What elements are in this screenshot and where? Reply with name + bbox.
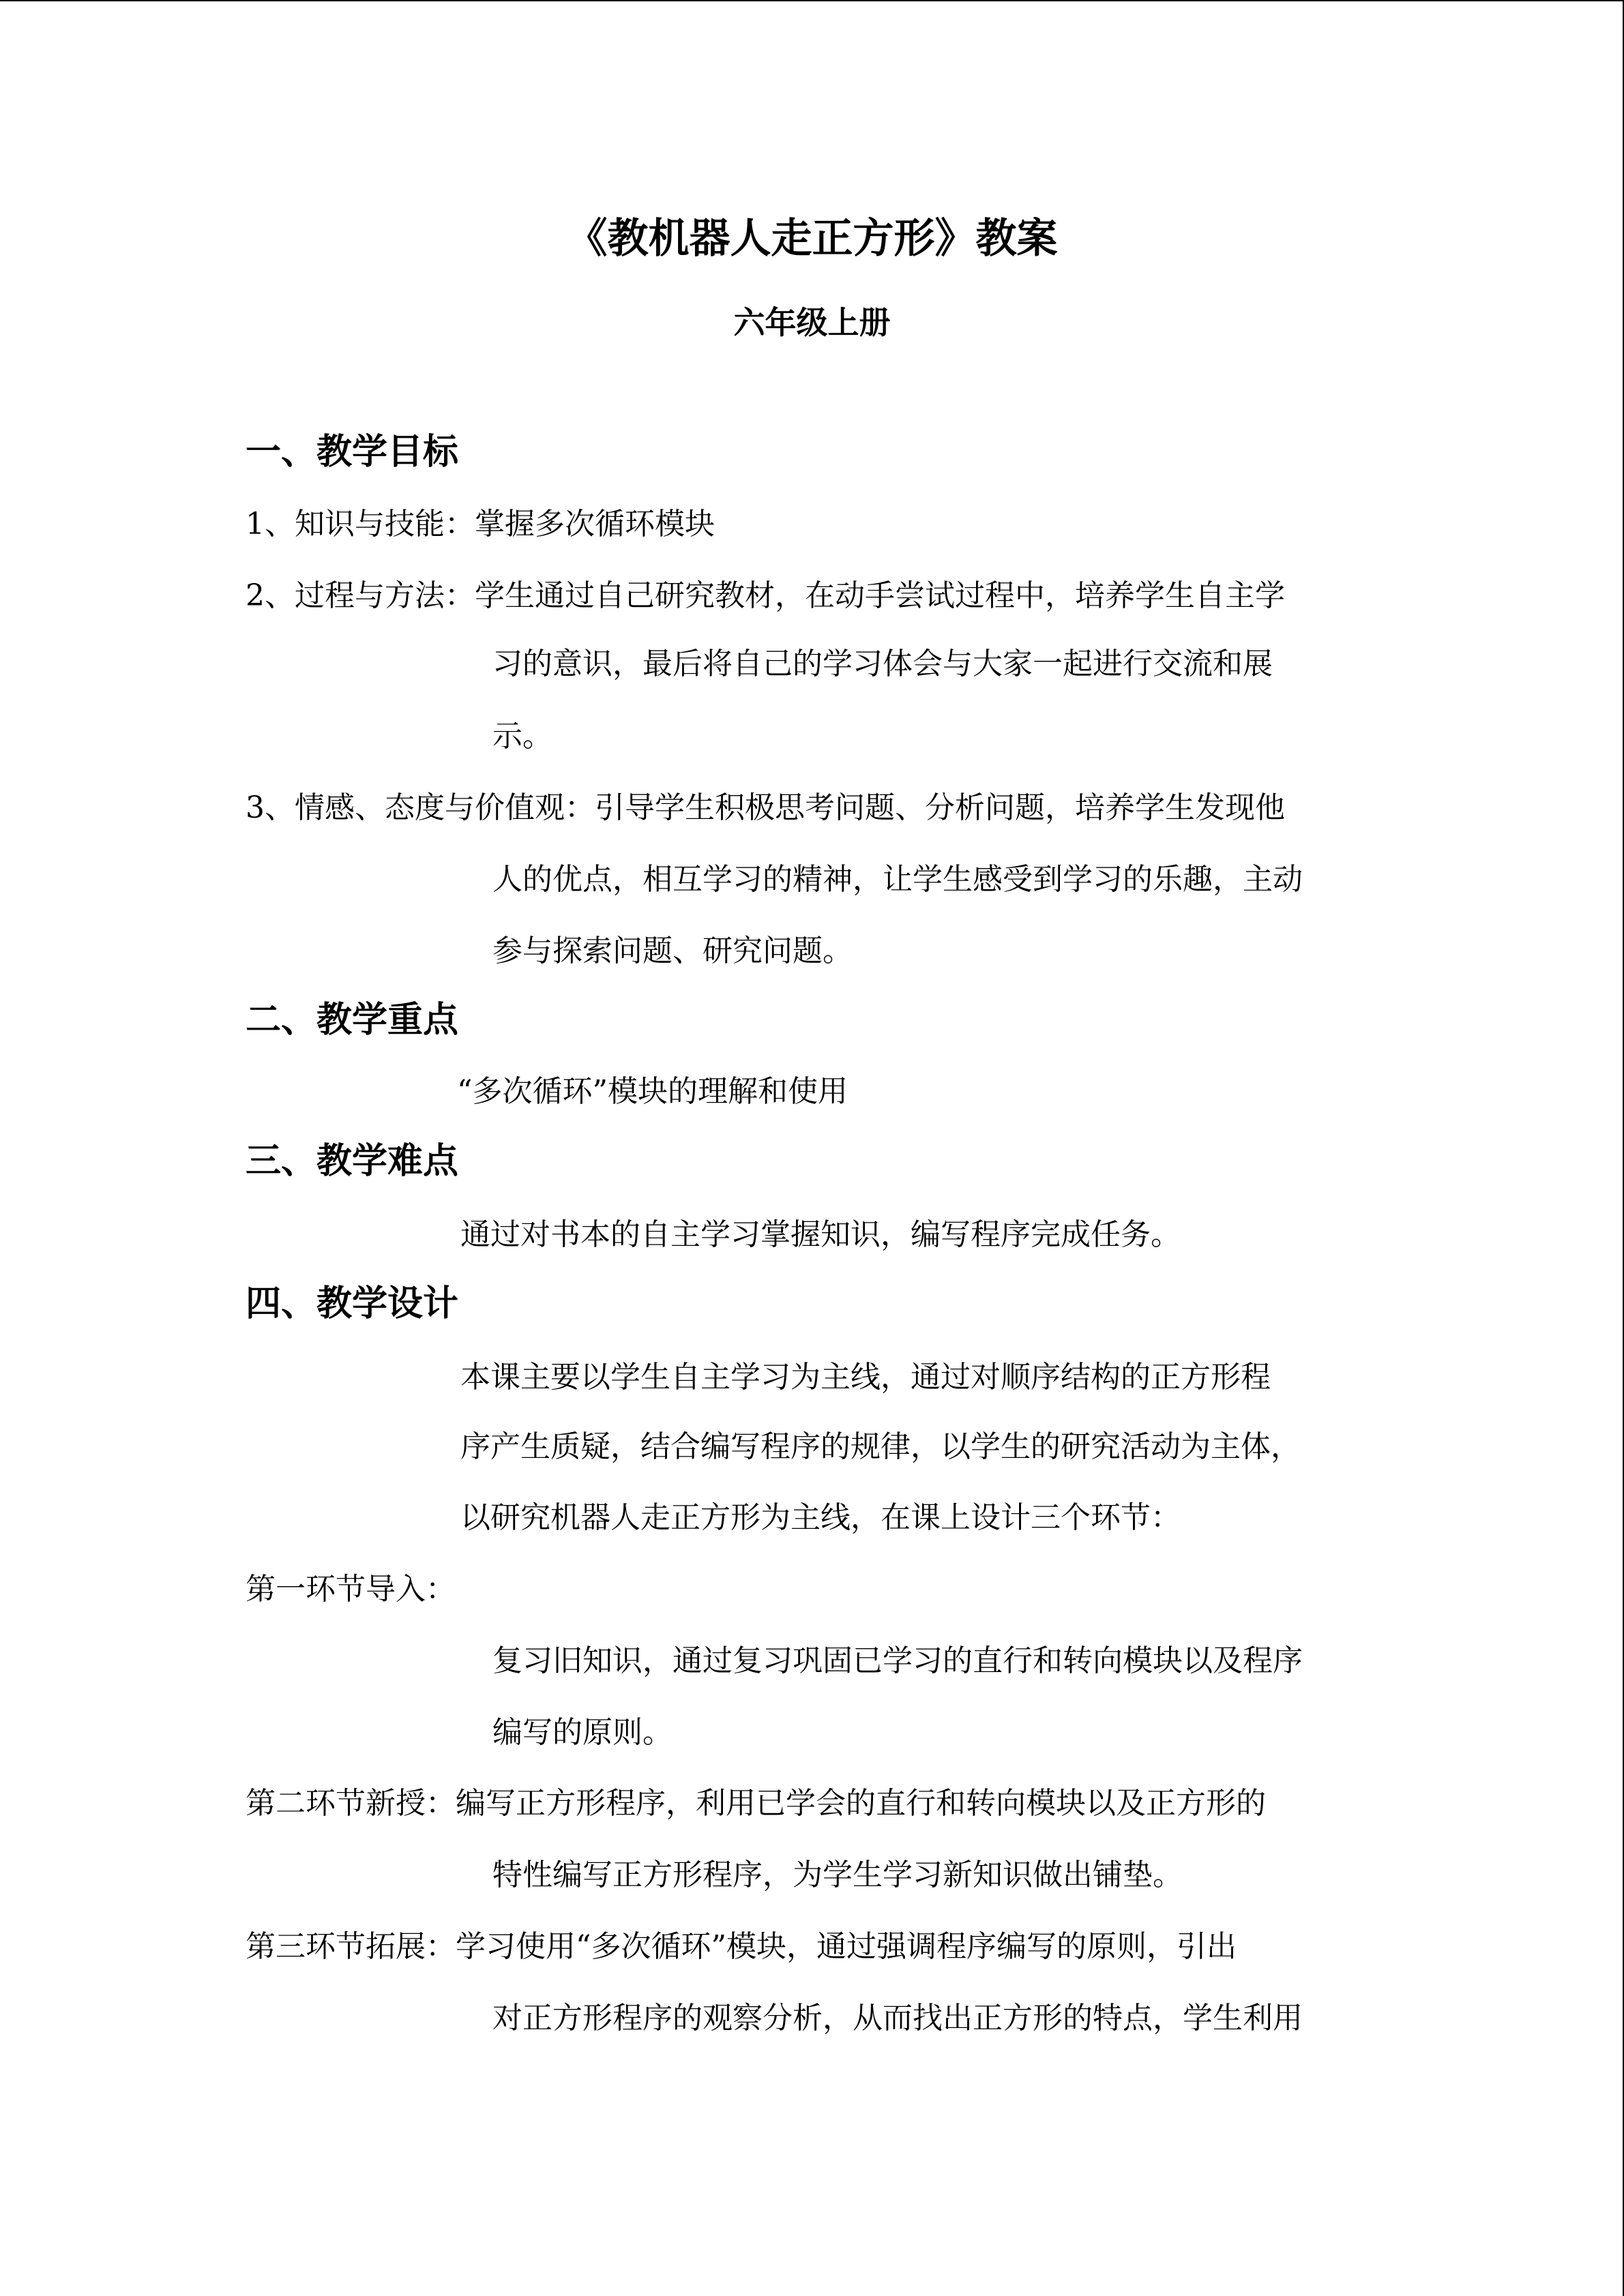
objective-line: 1、知识与技能：掌握多次循环模块 [246, 507, 715, 541]
design-line: 第二环节新授：编写正方形程序，利用已学会的直行和转向模块以及正方形的 [246, 1786, 1266, 1821]
section-heading-design: 四、教学设计 [246, 1283, 459, 1324]
document-title: 《教机器人走正方形》教案 [566, 215, 1058, 263]
design-line: 序产生质疑，结合编写程序的规律，以学生的研究活动为主体， [460, 1429, 1301, 1464]
difficulty-line: 通过对书本的自主学习掌握知识，编写程序完成任务。 [460, 1217, 1181, 1252]
objective-line: 示。 [492, 719, 552, 754]
design-line: 对正方形程序的观察分析，从而找出正方形的特点，学生利用 [492, 2001, 1303, 2036]
design-line: 编写的原则。 [492, 1715, 673, 1750]
key-point-line: “多次循环”模块的理解和使用 [457, 1074, 848, 1109]
objective-line: 2、过程与方法：学生通过自己研究教材，在动手尝试过程中，培养学生自主学 [246, 578, 1285, 613]
objective-line: 人的优点，相互学习的精神，让学生感受到学习的乐趣，主动 [492, 862, 1303, 897]
design-line: 复习旧知识，通过复习巩固已学习的直行和转向模块以及程序 [492, 1643, 1303, 1678]
design-line: 本课主要以学生自主学习为主线，通过对顺序结构的正方形程 [460, 1360, 1271, 1395]
objective-line: 习的意识，最后将自己的学习体会与大家一起进行交流和展 [492, 646, 1273, 681]
design-line: 以研究机器人走正方形为主线，在课上设计三个环节： [460, 1500, 1181, 1535]
design-line: 特性编写正方形程序，为学生学习新知识做出铺垫。 [492, 1858, 1183, 1892]
page-top-border [0, 0, 1624, 1]
section-heading-key-points: 二、教学重点 [246, 1000, 459, 1041]
objective-line: 3、情感、态度与价值观：引导学生积极思考问题、分析问题，培养学生发现他 [246, 790, 1285, 825]
design-line: 第一环节导入： [246, 1572, 456, 1607]
objective-line: 参与探索问题、研究问题。 [492, 934, 853, 968]
section-heading-objectives: 一、教学目标 [246, 432, 459, 473]
design-line: 第三环节拓展：学习使用“多次循环”模块，通过强调程序编写的原则，引出 [246, 1929, 1237, 1964]
section-heading-difficulties: 三、教学难点 [246, 1141, 459, 1182]
document-subtitle: 六年级上册 [733, 304, 891, 341]
